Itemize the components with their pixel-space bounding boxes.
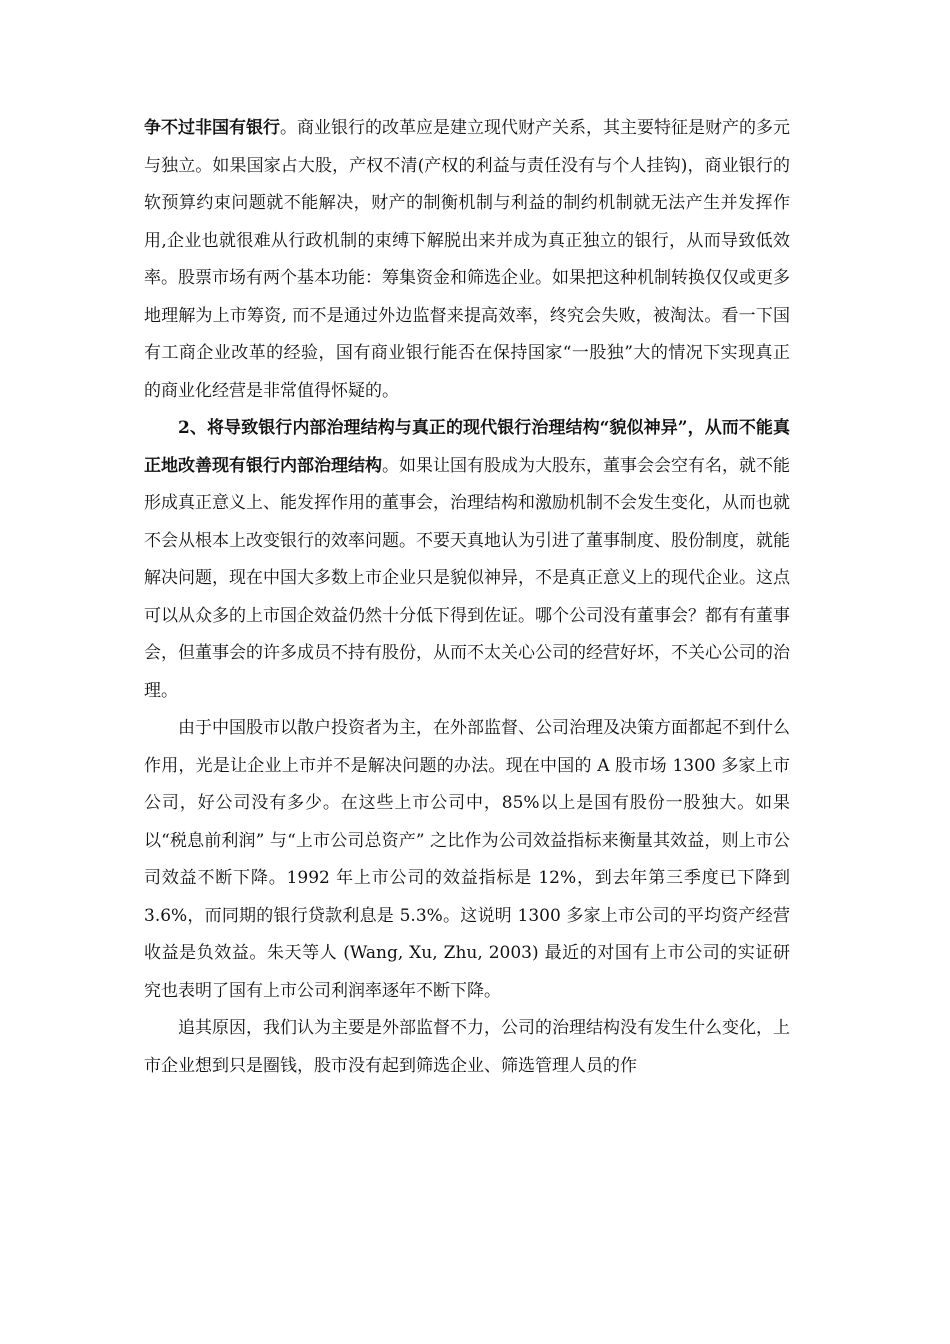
paragraph-1-text: 。商业银行的改革应是建立现代财产关系，其主要特征是财产的多元与独立。如果国家占大股，产权不清(产权的利益与责任没有与个人挂钩)，商业银行的软预算约束问题就不能解决，财产的制衡机制与利益的制约机制就无法产生并发挥作用,企业也就很难从行政机制的束缚下解脱出来并成为真正独立的银行，从而导致低效率。股票市场有两个基本功能：筹集资金和筛选企业。如果把这种机制转换仅仅或更多地理解为上市筹资, 而不是通过外边监督来提高效率，终究会失败，被淘汰。看一下国有工商企业改革的经验，国有商业银行能否在保持国家“一股独”大的情况下实现真正的商业化经营是非常值得怀疑的。 bbox=[144, 118, 790, 401]
paragraph-2-text: 。如果让国有股成为大股东，董事会会空有名，就不能形成真正意义上、能发挥作用的董事会，治理结构和激励机制不会发生变化，从而也就不会从根本上改变银行的效率问题。不要天真地认为引进了董事制度、股份制度，就能解决问题，现在中国大多数上市企业只是貌似神异，不是真正意义上的现代企业。这点可以从众多的上市国企效益仍然十分低下得到佐证。哪个公司没有董事会？都有有董事会，但董事会的许多成员不持有股份，从而不太关心公司的经营好坏，不关心公司的治理。 bbox=[144, 455, 790, 701]
paragraph-1-bold-lead: 争不过非国有银行 bbox=[144, 118, 280, 138]
paragraph-2-bold-lead: 2、将导致银行内部治理结构与真正的现代银行治理结构“貌似神异”，从而不能真正地改善现有银行内部治理结构 bbox=[144, 418, 790, 476]
paragraph-1 bbox=[144, 110, 790, 410]
paragraph-4 bbox=[144, 1010, 790, 1085]
paragraph-3 bbox=[144, 710, 790, 1010]
paragraph-3-text: 由于中国股市以散户投资者为主，在外部监督、公司治理及决策方面都起不到什么作用，光是让企业上市并不是解决问题的办法。现在中国的 A 股市场 1300 多家上市公司，好公司没有多少。在这些上市公司中，85%以上是国有股份一股独大。如果以“税息前利润” 与“上市公司总资产” 之比作为公司效益指标来衡量其效益，则上市公司效益不断下降。1992 年上市公司的效益指标是 12%，到去年第三季度已下降到 3.6%，而同期的银行贷款利息是 5.3%。这说明 1300 多家上市公司的平均资产经营收益是负效益。朱天等人 (Wang, Xu, Zhu, 2003) 最近的对国有上市公司的实证研究也表明了国有上市公司利润率逐年不断下降。 bbox=[144, 718, 790, 1001]
paragraph-2 bbox=[144, 410, 790, 710]
document-body bbox=[144, 110, 790, 1085]
paragraph-4-text: 追其原因，我们认为主要是外部监督不力，公司的治理结构没有发生什么变化，上市企业想到只是圈钱，股市没有起到筛选企业、筛选管理人员的作 bbox=[144, 1018, 790, 1076]
